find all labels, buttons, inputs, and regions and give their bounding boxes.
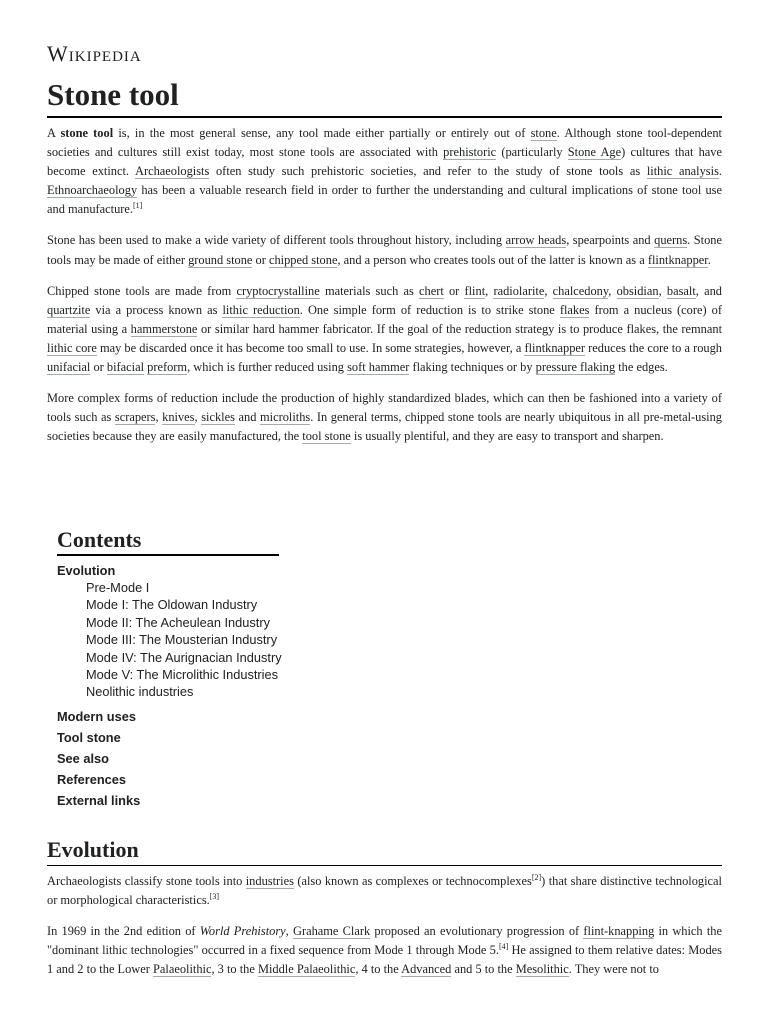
text: may be discarded once it has become too small to use. In some strategies, however, a [96, 340, 525, 355]
link-arrow-heads[interactable]: arrow heads [505, 233, 567, 248]
toc-item-neolithic[interactable]: Neolithic industries [86, 684, 194, 700]
text: , [155, 410, 163, 425]
text: or [443, 283, 465, 298]
text: ) cultures that have become extinct. [47, 145, 722, 179]
toc-heading: Contents [57, 526, 279, 556]
text: . Although stone tool-dependent societies and cultures still exist today, most stone tools are associated with [47, 126, 722, 160]
toc-item-see-also[interactable]: See also [57, 750, 109, 766]
text: , [285, 924, 293, 939]
intro-paragraph-3 [47, 282, 722, 377]
link-lithic-analysis[interactable]: lithic analysis [646, 164, 719, 179]
link-archaeologists[interactable]: Archaeologists [135, 164, 210, 179]
text: . They were not to [568, 962, 659, 977]
text: (also known as complexes or technocomplexes [293, 874, 532, 888]
text: Chipped stone tools are made from [47, 283, 237, 298]
evolution-content [47, 872, 722, 979]
intro-section [47, 124, 722, 458]
page-title: Stone tool [47, 76, 722, 118]
link-basalt[interactable]: basalt [666, 283, 696, 298]
link-cryptocrystalline[interactable]: cryptocrystalline [236, 283, 320, 298]
link-querns[interactable]: querns [654, 233, 688, 248]
toc-item-external-links[interactable]: External links [57, 792, 141, 808]
text: Stone has been used to make a wide variety of different tools throughout history, including [47, 233, 506, 248]
text: . One simple form of reduction is to strike stone [299, 302, 560, 317]
link-flint[interactable]: flint [464, 283, 486, 298]
text: , and a person who creates tools out of the latter is known as a [337, 252, 648, 267]
intro-paragraph-1 [47, 124, 722, 219]
link-obsidian[interactable]: obsidian [616, 283, 659, 298]
link-industries[interactable]: industries [245, 874, 294, 888]
link-radiolarite[interactable]: radiolarite [493, 283, 545, 298]
text: , [608, 283, 617, 298]
text: , and [695, 283, 722, 298]
link-middle-palaeolithic[interactable]: Middle Palaeolithic [257, 962, 356, 977]
reference-4[interactable]: [4] [498, 942, 509, 952]
text: A [47, 126, 61, 140]
link-scrapers[interactable]: scrapers [114, 410, 156, 425]
link-chipped-stone[interactable]: chipped stone [268, 252, 338, 267]
text: is, in the most general sense, any tool made either partially or entirely out of [113, 126, 531, 140]
text: from a nucleus (core) of material using a [47, 302, 723, 336]
reference-3[interactable]: [3] [209, 891, 220, 901]
text: via a process known as [90, 302, 223, 317]
text: , [485, 283, 494, 298]
link-knives[interactable]: knives [162, 410, 195, 425]
toc-item-mode-1[interactable]: Mode I: The Oldowan Industry [86, 597, 258, 613]
toc-item-tool-stone[interactable]: Tool stone [57, 729, 121, 745]
text: often study such prehistoric societies, and refer to the study of stone tools as [209, 164, 647, 179]
text: is usually plentiful, and they are easy to transport and sharpen. [350, 429, 664, 444]
toc-list [57, 562, 297, 811]
text: , which is further reduced using [187, 360, 348, 375]
evolution-paragraph-1 [47, 872, 722, 910]
text: flaking techniques or by [409, 360, 536, 375]
link-microliths[interactable]: microliths [259, 410, 311, 425]
text: , 3 to the [211, 962, 258, 977]
text: and 5 to the [451, 962, 516, 977]
text: or [252, 252, 269, 267]
link-preform[interactable]: preform [147, 360, 188, 375]
link-advanced[interactable]: Advanced [401, 962, 452, 977]
link-flakes[interactable]: flakes [559, 302, 590, 317]
text: or similar hard hammer fabricator. If the goal of the reduction strategy is to produce flakes, the remnant [197, 321, 723, 336]
link-grahame-clark[interactable]: Grahame Clark [293, 924, 371, 939]
link-ground-stone[interactable]: ground stone [188, 252, 253, 267]
text: the edges. [615, 360, 668, 375]
link-flintknapper-2[interactable]: flintknapper [524, 340, 586, 355]
link-lithic-core[interactable]: lithic core [47, 340, 97, 355]
intro-paragraph-2 [47, 231, 722, 269]
text: in which the "dominant lithic technologies" occurred in a fixed sequence from Mode 1 through Mode 5. [47, 924, 722, 958]
intro-paragraph-4 [47, 389, 722, 446]
text: He assigned to them relative dates: Modes 1 and 2 to the Lower [47, 943, 722, 977]
text: Archaeologists classify stone tools into [47, 874, 246, 888]
link-chert[interactable]: chert [419, 283, 444, 298]
link-chalcedony[interactable]: chalcedony [552, 283, 609, 298]
text: ) that share distinctive technological or morphological characteristics. [47, 874, 722, 908]
link-lithic-reduction[interactable]: lithic reduction [222, 302, 300, 317]
toc-item-evolution[interactable]: Evolution [57, 563, 116, 578]
link-stone-age[interactable]: Stone Age [567, 145, 622, 160]
text: . In general terms, chipped stone tools are nearly ubiquitous in all pre-metal-using societies because they are easily manufactured, the [47, 410, 723, 444]
evolution-paragraph-2 [47, 922, 722, 979]
text: , spearpoints and [566, 233, 655, 248]
toc-item-mode-2[interactable]: Mode II: The Acheulean Industry [86, 614, 271, 630]
text: In 1969 in the 2nd edition of [47, 924, 200, 939]
link-ethnoarchaeology[interactable]: Ethnoarchaeology [47, 183, 138, 198]
text: . [707, 252, 711, 267]
toc-item-pre-mode-1[interactable]: Pre-Mode I [86, 580, 150, 595]
section-heading-evolution: Evolution [47, 836, 722, 866]
link-sickles[interactable]: sickles [201, 410, 235, 425]
toc-item-mode-5[interactable]: Mode V: The Microlithic Industries [86, 667, 279, 683]
link-quartzite[interactable]: quartzite [47, 302, 91, 317]
text: reduces the core to a rough [585, 340, 722, 355]
wikipedia-logo[interactable]: Wikipedia [47, 41, 142, 66]
text: , [194, 410, 202, 425]
reference-1[interactable]: [1] [133, 201, 143, 211]
link-soft-hammer[interactable]: soft hammer [347, 360, 410, 375]
link-prehistoric[interactable]: prehistoric [443, 145, 497, 160]
italic-title: World Prehistory [199, 924, 286, 939]
text: materials such as [319, 283, 419, 298]
reference-2[interactable]: [2] [531, 872, 542, 882]
toc-item-mode-3[interactable]: Mode III: The Mousterian Industry [86, 632, 278, 648]
link-hammerstone[interactable]: hammerstone [130, 321, 198, 336]
link-stone[interactable]: stone [530, 126, 557, 140]
text: . [718, 164, 723, 179]
link-mesolithic[interactable]: Mesolithic [515, 962, 569, 977]
text: or [90, 360, 107, 375]
text: and [234, 410, 260, 425]
evolution-section [47, 836, 722, 991]
text: , [544, 283, 553, 298]
link-flint-knapping[interactable]: flint-knapping [583, 924, 655, 939]
toc-item-modern-uses[interactable]: Modern uses [57, 708, 136, 724]
link-palaeolithic[interactable]: Palaeolithic [152, 962, 212, 977]
toc-item-references[interactable]: References [57, 771, 127, 787]
link-unifacial[interactable]: unifacial [47, 360, 91, 375]
link-tool-stone[interactable]: tool stone [302, 429, 351, 444]
text: , 4 to the [355, 962, 402, 977]
text: , [658, 283, 667, 298]
text: proposed an evolutionary progression of [370, 924, 584, 939]
text: . Stone tools may be made of either [47, 233, 722, 267]
table-of-contents [57, 526, 297, 811]
toc-item-mode-4[interactable]: Mode IV: The Aurignacian Industry [86, 649, 282, 665]
text: (particularly [496, 145, 568, 160]
link-bifacial[interactable]: bifacial [106, 360, 145, 375]
text: More complex forms of reduction include the production of highly standardized blades, which can then be fashioned into a variety of tools such as [47, 391, 722, 425]
bold-term: stone tool [60, 126, 114, 140]
link-flintknapper[interactable]: flintknapper [647, 252, 708, 267]
link-pressure-flaking[interactable]: pressure flaking [535, 360, 616, 375]
text: has been a valuable research field in order to further the understanding and cultural implications of stone tool use and manufacture. [47, 183, 722, 217]
